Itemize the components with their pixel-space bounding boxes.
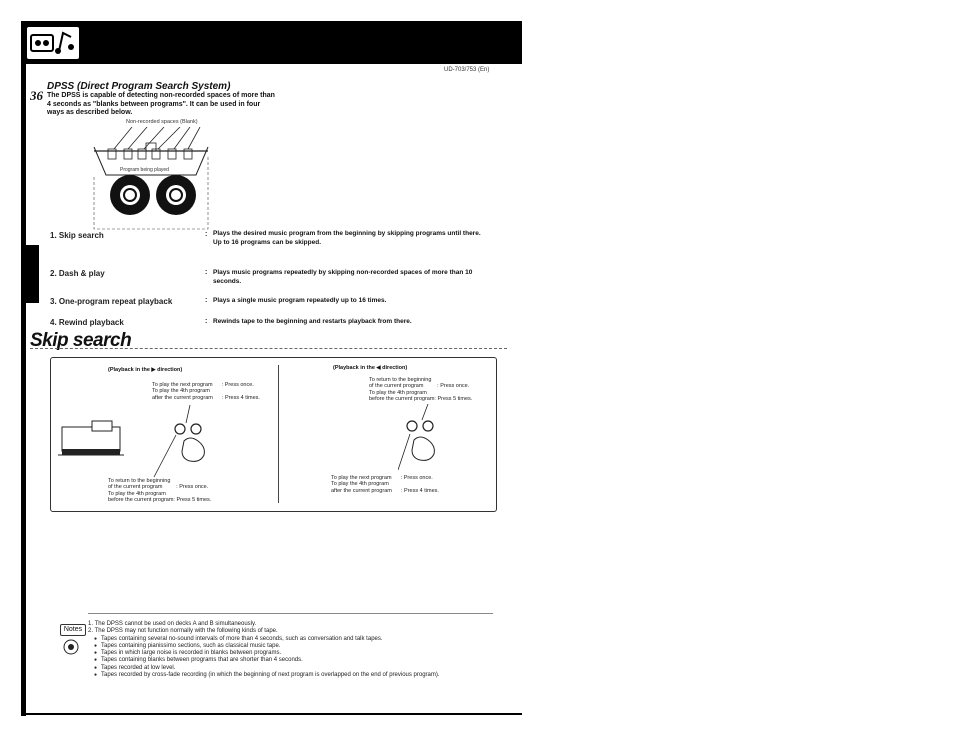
bottom-rule	[21, 713, 522, 715]
section-tab	[21, 245, 39, 303]
notes-list	[88, 621, 508, 679]
colon: :	[205, 297, 208, 304]
note-bullet: ● Tapes containing blanks between programs that are shorter than 4 seconds.	[88, 657, 508, 664]
cassette-figure	[92, 127, 212, 231]
item-desc-rewind: Rewinds tape to the beginning and restarts playback from there.	[213, 318, 412, 325]
left-top-instructions: To play the next program : Press once. To play the 4th program after the current program : Press 4 times.	[152, 382, 260, 401]
notes-rule	[88, 613, 493, 614]
note-bullet: ● Tapes containing several no-sound intervals of more than 4 seconds, such as conversation and talk tapes.	[88, 636, 508, 643]
skip-search-title: Skip search	[30, 330, 132, 351]
note-line: 2. The DPSS may not function normally with the following kinds of tape.	[88, 628, 278, 635]
left-bottom-instructions: To return to the beginning of the current program : Press once. To play the 4th program before the current program: Press 5 times.	[108, 478, 212, 503]
left-border	[21, 64, 26, 716]
page-number: 36	[30, 88, 43, 103]
cassette-music-icon	[27, 27, 79, 59]
model-number: UD-703/753 (En)	[444, 67, 490, 73]
right-top-instructions: To return to the beginning of the current program : Press once. To play the 4th program before the current program: Press 5 times.	[369, 377, 473, 402]
notes-label: Notes	[60, 624, 86, 636]
note-bullet: ● Tapes in which large noise is recorded in blanks between programs.	[88, 650, 508, 657]
item-dash-play: 2. Dash & play	[50, 269, 105, 278]
header-bar	[21, 21, 522, 64]
buttons-illustration	[398, 404, 458, 474]
colon: :	[205, 269, 208, 276]
title-rule	[30, 348, 507, 349]
playing-label: Program being played	[120, 167, 169, 173]
note-line: 1. The DPSS cannot be used on decks A and B simultaneously.	[88, 621, 257, 627]
right-heading: (Playback in the ◀ direction)	[333, 365, 408, 371]
section-intro: The DPSS is capable of detecting non-recorded spaces of more than 4 seconds as "blanks between programs". It can be used in four ways as described below.	[47, 92, 275, 116]
note-bullet: ● Tapes recorded by cross-fade recording (in which the beginning of next program is overlapped on the end of previous program).	[88, 672, 508, 679]
item-rewind: 4. Rewind playback	[50, 318, 124, 327]
item-skip-search: 1. Skip search	[50, 231, 104, 240]
colon: :	[205, 318, 208, 325]
note-bullet: ● Tapes recorded at low level.	[88, 665, 508, 672]
left-heading: (Playback in the ▶ direction)	[108, 367, 183, 373]
item-desc-skip: Plays the desired music program from the beginning by skipping programs until there. Up to 16 programs can be skipped.	[213, 230, 481, 246]
item-desc-dash: Plays music programs repeatedly by skipping non-recorded spaces of more than 10 seconds.	[213, 269, 473, 285]
note-bullet: ● Tapes containing pianissimo sections, such as classical music tape.	[88, 643, 508, 650]
item-desc-repeat: Plays a single music program repeatedly up to 16 times.	[213, 297, 387, 304]
item-repeat: 3. One-program repeat playback	[50, 297, 173, 306]
panel-divider	[278, 365, 279, 503]
deck-illustration	[58, 405, 218, 495]
notes-icon	[62, 638, 80, 656]
nonrecorded-label: Non-recorded spaces (Blank)	[126, 119, 198, 125]
right-bottom-instructions: To play the next program : Press once. To play the 4th program after the current program : Press 4 times.	[331, 475, 439, 494]
colon: :	[205, 231, 208, 238]
section-title: DPSS (Direct Program Search System)	[47, 81, 231, 92]
